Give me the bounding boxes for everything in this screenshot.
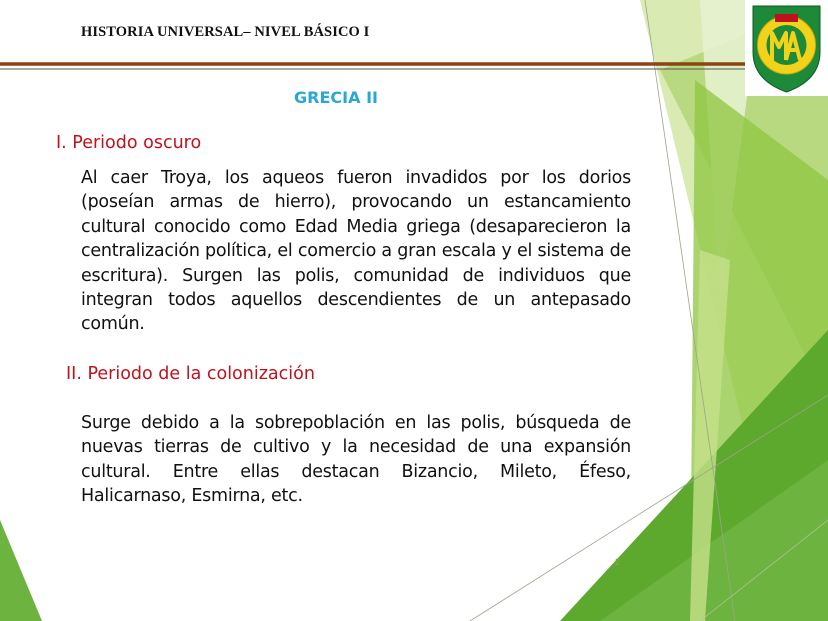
course-header: HISTORIA UNIVERSAL– NIVEL BÁSICO I xyxy=(81,24,370,40)
section-heading-colonizacion: II. Periodo de la colonización xyxy=(66,364,315,384)
section-body-periodo-oscuro: Al caer Troya, los aqueos fueron invadidos por los dorios (poseían armas de hierro), provocando un estancamiento cultural conocido como Edad Media griega (desaparecieron la centralización política, el comercio a gran escala y el sistema de escritura). Surgen las polis, comunidad de individuos que integran todos aquellos descendientes de un antepasado común. xyxy=(81,168,631,335)
slide-title: GRECIA II xyxy=(294,88,378,107)
section-body-colonizacion: Surge debido a la sobrepoblación en las polis, búsqueda de nuevas tierras de cultivo y la necesidad de una expansión cultural. Entre ellas destacan Bizancio, Mileto, Éfeso, Halicarnaso, Esmirna, etc. xyxy=(81,413,631,507)
page-number: 2 xyxy=(615,557,621,567)
section-heading-periodo-oscuro: I. Periodo oscuro xyxy=(56,133,202,153)
green-corner-left xyxy=(0,520,42,621)
school-crest-icon xyxy=(745,0,828,96)
school-logo xyxy=(745,0,828,96)
